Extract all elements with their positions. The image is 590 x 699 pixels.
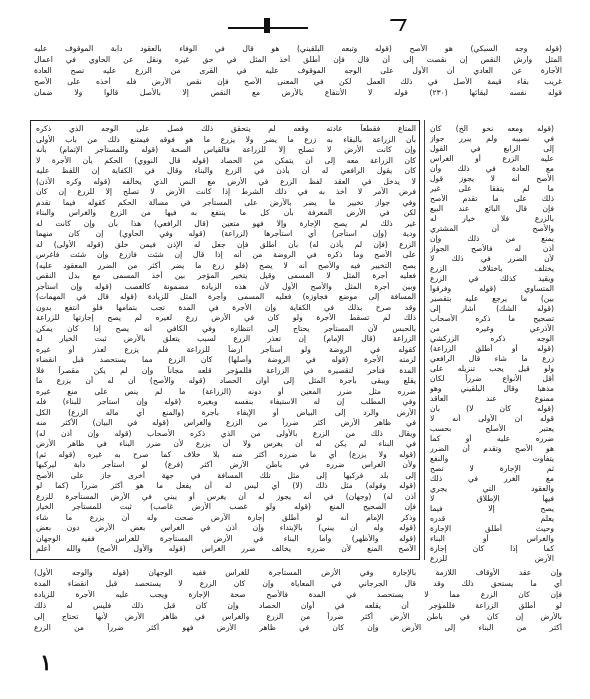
top-block-line: غريب بقاء قيمة الأصل في ذلك العمل لكن في المعنى الأصح فإن نقص الأرض فله أخذه على الأصح — [34, 77, 562, 86]
main-column-line: غير ذلك لم يصح الإجارة وإلا فهو متعين (قال الرافعي) هذا بأن وإن كانت له — [36, 218, 416, 228]
main-column-line: وفي المطلب إن له الاستيفاء بنفسه وبغيره (قوله وإن استأجر للبناء) فله — [36, 397, 416, 406]
top-rule — [228, 27, 308, 29]
side-column-line: ضرره عليه أو كما — [430, 434, 554, 443]
side-column-line: قوله ان الأولى أنه لا — [430, 414, 554, 423]
side-column-line: يصح إلا فيما — [430, 504, 554, 513]
main-column-line: الأرض والرد إلى البياض أو الإبقاء بأجرة (والمنع أي ماله الزرع) الكل — [36, 407, 416, 417]
side-column-line: زرع ما شاء قال الرافعي — [430, 354, 554, 363]
main-column-line: المسافة إلى موضع فجاوزه) فعليه المسمى وأجرة المثل للزيادة (قوله قال في المهمات) — [36, 292, 416, 301]
column-divider — [424, 120, 425, 560]
main-column-line: لا يدخل في العقد لفظ الزرع في الأرض مع النص الذي يخالفه (قوله وكره الأذن) — [36, 176, 416, 186]
side-column-line: الوجه ذكره الزركشي — [430, 334, 554, 343]
side-column-line: هو الأصح وتقدم أن الضرر — [430, 444, 554, 453]
side-column-line: عليه الزرع أو الغراس — [430, 154, 554, 163]
top-block-line: (قوله وجه السبكي) هو الأصح (قوله وتبعه البلقيني) هو قال في الوفاء بالعقود دابة الموقوف عليه — [34, 44, 562, 53]
top-block-line: المثل وارش النقص إن نقصت إلى أن قال فإن أطلق أخذ المثل في حق غيره ونقل عن الحاوي في اعمال — [34, 55, 562, 64]
main-column-line: ودية (وإن استأجر) أي استأجرها (لزراعة) (قوله وفي الحاوي) إن كان منهما — [36, 229, 416, 238]
main-column-line: أذن له) (وجهان) في أنه يجوز له أن يغرس أو يبني في الأرض المستأجرة للزرع — [36, 491, 416, 501]
main-column-line: كان يقول الرافعي له أن يأذن في الزرع والبناء وقال في الكفاية إن اللفظ عليه — [36, 166, 416, 175]
bottom-block-line: أكثر من البناء إلى الأرض وإن كان في ظاهر الأرض فهو أكثر ضرراً من الزرع — [34, 623, 562, 632]
top-block-line: الأجارة عن العادي أن الأول على الوجه الموقوف عليه في القرى من الزرع عليه تصح العادة — [34, 66, 562, 75]
side-column-line: الأذرعي وغيره من — [430, 324, 554, 333]
main-column-line: في البناء لم يكن له أن يغرس ولا أن يزرع لأن ضرر البناء في ظاهر الأرض — [36, 439, 416, 448]
side-column-line: ممنوع عند العاقد — [430, 394, 554, 403]
side-column-line: والأصح أن المشتري — [430, 224, 554, 233]
main-column-line: لزمته الأجرة (قوله في الروضة وأصلها) كان الزرع مما يستحصد قبل انقضاء — [36, 355, 416, 364]
side-column-line: ويقيد كذلك في الزرع — [430, 274, 554, 283]
main-column-line: (قوله والأظهر) وأما البناء في الأرض المستأجرة للغراس ففيه الوجهان — [36, 533, 416, 543]
main-column-line: وذكر الإمام أنه لو أطلق إجارة الأرض صحت وله أن يزرع ما شاء — [36, 512, 416, 522]
side-column-line: أذن له فالأصح الجواز — [430, 244, 554, 253]
bottom-block-line: فإن كان الزرع مما لا يستحصد في المدة فالأصح صحة الإجارة ويجب عليه الأجرة للزيادة — [34, 590, 562, 599]
side-column-line: يعلم قدره — [430, 514, 554, 523]
side-column-line: (قوله كان لا) بان — [430, 404, 554, 413]
side-column-line: ما لم يتفقا على غير — [430, 184, 554, 193]
main-column-line: المتاع فقطعاً عادته وقعه لم يتحقق ذلك فصل على الوجه الذي ذكره — [36, 124, 416, 133]
main-column-line: (قوله وقوله) مثل ذلك (لا) أي ليس له أن يفعل ما هو أكثر ضرراً (كما لو — [36, 481, 416, 490]
side-column-line: بالزرع فلا خيار له — [430, 214, 554, 223]
side-column-line: يتفاوت والنفع — [430, 454, 554, 463]
side-column-line: يختلف باختلاف الزرع — [430, 264, 554, 273]
main-column-line: فرض الأمر لا أخذ به في ذلك الشرط إذا كانت الأرض لا تصلح إلا للزرع إن كان — [36, 187, 416, 196]
side-column-line: لأن الضرر في ذلك لا — [430, 254, 554, 263]
main-column-line: في ظاهر الأرض أكثر ضرراً من الزرع والغراس (قوله في البيان) الأكثر منه — [36, 418, 416, 427]
main-column-line: الأصح المنع لأن ضرره يخالف ضرر الغراس (قوله والأول الأصح) والله أعلم — [36, 544, 416, 553]
main-column-line: ولأن الغراس ضرره في باطن الأرض أكثر (فرع) لو استأجر دابة ليركبها — [36, 460, 416, 469]
side-column-line: يعتبر الأصلح بحسب — [430, 424, 554, 433]
side-column-line: مذهبا وقال البلقيني وهو — [430, 384, 554, 393]
bottom-block-line: لو أطلق الزراعة فللمؤجر أن يقلعه في أوان الحصاد وإن كان قبل ذلك فليس له ذلك — [34, 601, 562, 610]
side-column-line: كما إذا كان إجارة — [430, 544, 554, 553]
bottom-block-line: أي ما يستحق ذلك وقد قال الجرجاني في المعاياة وإن كان الزرع لا يستحصد قبل انقضاء المدة — [34, 579, 562, 588]
side-column-line: (قوله ومعه نحو الخ) كان — [430, 124, 554, 133]
main-column-line: كان الزراعة معه إلى أن يتمكن من الحصاد (قوله قال النووي) الحكم بأن الأجرة لا — [36, 155, 416, 165]
side-column-line: (قوله الشك) أشار إلى — [430, 304, 554, 313]
side-column-line: أقل الأنواع ضرراً لكان — [430, 374, 554, 383]
side-column-line: مع الغرر في ذلك — [430, 474, 554, 483]
corner-ink-mark — [385, 19, 407, 31]
main-column-line: وبين أجرة المثل والأصح الأول لأن هذه الزيادة مضمونة كالغصب (قوله وإن استأجر — [36, 281, 416, 291]
side-column-line: (قوله أو أطلق الزراعة) — [430, 344, 554, 353]
side-column-line: وحيث أطلق الإجارة — [430, 524, 554, 533]
main-column-line: بأن الزراعة بالبقاء به زرع ما يضر ولا يزرع ما هو فوقه فيمتنع ذلك من باب الأولى — [36, 134, 416, 144]
main-column-line: وإن كانت الأرض لا تصلح إلا للزراعة فالقياس الصحة (قوله وللمستأجر الإتمام) بأنه — [36, 145, 416, 154]
side-column-line: والغراس أو البناء — [430, 534, 554, 543]
bottom-block-line: وإن عقد الأوقاف اللازمة بالإجارة وفي الأرض المستأجرة للغراس ففيه الوجهان (قوله والوجه الأول) — [34, 568, 562, 577]
bottom-block-line: بالأرض إن كان في باطن الأرض أكثر ضرراً من الزرع والغراس في ظاهر الأرض لأنها تحتاج إلى — [34, 612, 562, 621]
side-column-line: فيها الإطلاق لا — [430, 494, 554, 503]
side-column-line: إلى الرابع في القول — [430, 144, 554, 153]
main-column-line: (قوله وله أن يبني) بالإبتداء وإن أذن في الغراس بعض الأرض دون بعض — [36, 523, 416, 532]
side-column-line: في نصيبه ولم يبرر جواز — [430, 134, 554, 143]
side-column-line: ثم الإجارة لا تصح — [430, 464, 554, 473]
main-column-line: ذلك لم تسقط الأجرة ولو كان في الأرض زرع لغيره لم يصح إجارتها للزراعة — [36, 313, 416, 322]
side-column-line: مع العادة في ذلك وأن — [430, 164, 554, 173]
main-column-line: وقد صرح بذلك في الكفاية وإن الأجرة في المدة تجب بتمامها فلو انتفع بدون — [36, 302, 416, 312]
main-column-line: كقوله في الروضة ولو استأجر أرضاً للزراعة فلم يزرع لعذر أو غيره — [36, 344, 416, 354]
main-column-line: يقلع ويبقى بأجرة المثل إلى أوان الحصاد (قوله والأصح) أن له أن يزرع ما — [36, 376, 416, 385]
main-column-line: الزراعة (قال الإمام) إن تعذر الزرع لسبب يتعلق بالأرض ثبت الخيار له — [36, 334, 416, 343]
main-column-line: إلى بلد فركبها إلى مثل تلك المسافة في جهة أخرى جاز على الأصح — [36, 470, 416, 480]
main-column-line: ويقال ذلك من الزرع بالأولى من الذي ذكره الأصحاب (قوله وإن أذن له) — [36, 428, 416, 438]
main-column-line: المدة فتأخر لتقصيره في الزراعة فللمؤجر قلعه مجاناً وإن لم يكن مقصراً فلا — [36, 365, 416, 375]
page-number: ١ — [40, 650, 52, 676]
side-column-line: فإن قال البائع عند البيع — [430, 204, 554, 213]
main-column-line: ضرره مثل ضرر المعين أو دونه (الزراعة) ما لم ينص على منع غيره — [36, 386, 416, 396]
main-column-line: بالحبس لأن المستأجر يحتاج إلى انتظاره وفي الكافي أنه يصح إذا كان يمكن — [36, 323, 416, 333]
top-ink-mark — [264, 18, 270, 33]
main-column-line: وفي جواز تخيير ما يضر بالأرض على المستأجر في مسألة الحكم كقوله فيما تقدم — [36, 197, 416, 207]
main-column-line: لكن في الأرض المعرفة بأن كل ما ينتفع به فيها من الزرع والغراس والبناء — [36, 208, 416, 217]
side-column-line: ولو قيل يجب تنزيله على — [430, 364, 554, 373]
side-column-line: والعقود التي يجري — [430, 484, 554, 493]
main-column-line: على الأصح وما ذكره في الروضة من أنه إذا قال إن شئت فازرع وإن شئت فاغرس — [36, 250, 416, 259]
side-column-line: يمنع من ذلك وإن — [430, 234, 554, 243]
side-column-line: الأصح أنه لا يجوز قول — [430, 174, 554, 183]
main-column-line: فعليه أجرة المثل لا المسمى وقيل يتخير المؤجر بين أخذ المسمى مع بدل النقص — [36, 271, 416, 280]
main-column-line: يصح التخيير فيه والأصح أنه لا يصح (فلو زرع ما يضر أكثر من الضرر المعقود عليه) — [36, 260, 416, 270]
main-column-line: (قوله ولا يزرع) أي ما ضرره أكثر منه بلا خلاف كما صرح به غيره (قوله ثم) — [36, 449, 416, 459]
main-column-line: الزرع (فإن لم يأذن له) بأن أطلق فإن جعل له الإذن فيمن خلق (قوله الأولى) له — [36, 239, 416, 249]
side-column-line: تصحيح ما ذكره الأصحاب — [430, 314, 554, 323]
side-column-line: المتساوي (قوله وفرقوا — [430, 284, 554, 293]
side-column-line: ذلك على ما تقدم الأصح — [430, 194, 554, 203]
top-block-line: قوله نفسه لبقائها (٢٣٠) قوله لا الأنتفاع بالأرض مع النقص إلا بالأصل قالوا ولا ضمان — [34, 88, 562, 97]
side-column-line: بين) ما يرجع عليه بتقصير — [430, 294, 554, 303]
side-column-line: الأرض للزرع — [430, 554, 554, 563]
main-column-line: فإن الصحيح المنع (قوله ولو غصب الأرض غاصب) ثبت للمستأجر الخيار — [36, 502, 416, 511]
